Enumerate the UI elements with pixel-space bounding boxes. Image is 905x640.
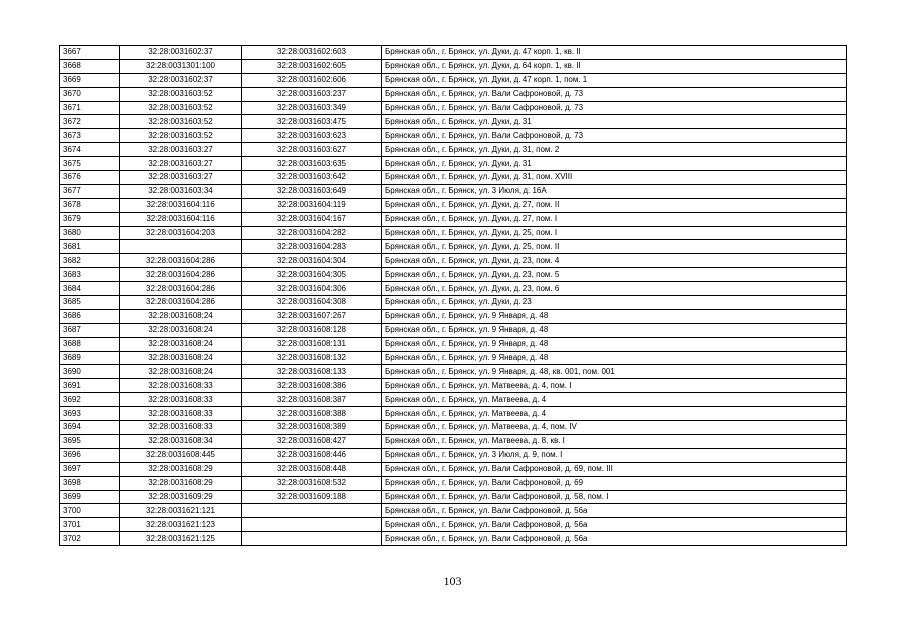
row-number-cell: 3701 xyxy=(60,518,120,532)
address-cell: Брянская обл., г. Брянск, ул. Дуки, д. 25, пом. II xyxy=(382,240,847,254)
land-cadastral-number-cell: 32:28:0031608:24 xyxy=(120,337,242,351)
address-cell: Брянская обл., г. Брянск, ул. Дуки, д. 25, пом. I xyxy=(382,226,847,240)
page-number: 103 xyxy=(443,574,462,588)
row-number-cell: 3696 xyxy=(60,448,120,462)
object-cadastral-number-cell: 32:28:0031608:387 xyxy=(242,393,382,407)
table-row xyxy=(60,393,847,407)
land-cadastral-number-cell: 32:28:0031608:24 xyxy=(120,309,242,323)
address-cell: Брянская обл., г. Брянск, ул. Матвеева, д. 8, кв. I xyxy=(382,434,847,448)
address-cell: Брянская обл., г. Брянск, ул. 3 Июля, д. 9, пом. I xyxy=(382,448,847,462)
table-row xyxy=(60,282,847,296)
table-row xyxy=(60,157,847,171)
address-cell: Брянская обл., г. Брянск, ул. 9 Января, д. 48 xyxy=(382,323,847,337)
land-cadastral-number-cell: 32:28:0031604:116 xyxy=(120,198,242,212)
row-number-cell: 3669 xyxy=(60,73,120,87)
address-cell: Брянская обл., г. Брянск, ул. Дуки, д. 23, пом. 6 xyxy=(382,282,847,296)
address-cell: Брянская обл., г. Брянск, ул. Вали Сафроновой, д. 73 xyxy=(382,129,847,143)
address-cell: Брянская обл., г. Брянск, ул. 9 Января, д. 48 xyxy=(382,337,847,351)
object-cadastral-number-cell: 32:28:0031603:623 xyxy=(242,129,382,143)
land-cadastral-number-cell: 32:28:0031603:52 xyxy=(120,87,242,101)
property-registry-table xyxy=(59,45,847,546)
land-cadastral-number-cell: 32:28:0031602:37 xyxy=(120,46,242,60)
row-number-cell: 3678 xyxy=(60,198,120,212)
table-row xyxy=(60,309,847,323)
object-cadastral-number-cell: 32:28:0031608:133 xyxy=(242,365,382,379)
land-cadastral-number-cell: 32:28:0031602:37 xyxy=(120,73,242,87)
row-number-cell: 3677 xyxy=(60,184,120,198)
row-number-cell: 3689 xyxy=(60,351,120,365)
address-cell: Брянская обл., г. Брянск, ул. Вали Сафроновой, д. 73 xyxy=(382,87,847,101)
address-cell: Брянская обл., г. Брянск, ул. Вали Сафроновой, д. 73 xyxy=(382,101,847,115)
land-cadastral-number-cell: 32:28:0031603:52 xyxy=(120,115,242,129)
table-row xyxy=(60,46,847,60)
table-row xyxy=(60,434,847,448)
row-number-cell: 3680 xyxy=(60,226,120,240)
object-cadastral-number-cell xyxy=(242,532,382,546)
land-cadastral-number-cell: 32:28:0031603:27 xyxy=(120,171,242,185)
object-cadastral-number-cell: 32:28:0031607:267 xyxy=(242,309,382,323)
object-cadastral-number-cell: 32:28:0031604:304 xyxy=(242,254,382,268)
address-cell: Брянская обл., г. Брянск, ул. Вали Сафроновой, д. 69, пом. III xyxy=(382,462,847,476)
land-cadastral-number-cell: 32:28:0031608:445 xyxy=(120,448,242,462)
row-number-cell: 3686 xyxy=(60,309,120,323)
address-cell: Брянская обл., г. Брянск, ул. Матвеева, д. 4 xyxy=(382,393,847,407)
address-cell: Брянская обл., г. Брянск, ул. 9 Января, д. 48 xyxy=(382,351,847,365)
table-row xyxy=(60,240,847,254)
object-cadastral-number-cell: 32:28:0031603:649 xyxy=(242,184,382,198)
address-cell: Брянская обл., г. Брянск, ул. 9 Января, д. 48 xyxy=(382,309,847,323)
row-number-cell: 3679 xyxy=(60,212,120,226)
table-row xyxy=(60,490,847,504)
object-cadastral-number-cell: 32:28:0031603:627 xyxy=(242,143,382,157)
table-row xyxy=(60,87,847,101)
land-cadastral-number-cell: 32:28:0031604:286 xyxy=(120,296,242,310)
land-cadastral-number-cell: 32:28:0031608:24 xyxy=(120,365,242,379)
object-cadastral-number-cell: 32:28:0031608:132 xyxy=(242,351,382,365)
row-number-cell: 3694 xyxy=(60,421,120,435)
object-cadastral-number-cell: 32:28:0031603:237 xyxy=(242,87,382,101)
land-cadastral-number-cell: 32:28:0031608:33 xyxy=(120,379,242,393)
land-cadastral-number-cell: 32:28:0031621:125 xyxy=(120,532,242,546)
land-cadastral-number-cell: 32:28:0031604:286 xyxy=(120,254,242,268)
row-number-cell: 3687 xyxy=(60,323,120,337)
row-number-cell: 3695 xyxy=(60,434,120,448)
land-cadastral-number-cell: 32:28:0031608:33 xyxy=(120,407,242,421)
land-cadastral-number-cell: 32:28:0031608:29 xyxy=(120,462,242,476)
object-cadastral-number-cell: 32:28:0031608:532 xyxy=(242,476,382,490)
object-cadastral-number-cell: 32:28:0031608:131 xyxy=(242,337,382,351)
row-number-cell: 3698 xyxy=(60,476,120,490)
table-row xyxy=(60,365,847,379)
address-cell: Брянская обл., г. Брянск, ул. Дуки, д. 31, пом. XVIII xyxy=(382,171,847,185)
table-row xyxy=(60,337,847,351)
land-cadastral-number-cell: 32:28:0031608:34 xyxy=(120,434,242,448)
address-cell: Брянская обл., г. Брянск, ул. Дуки, д. 31 xyxy=(382,157,847,171)
row-number-cell: 3688 xyxy=(60,337,120,351)
object-cadastral-number-cell: 32:28:0031604:167 xyxy=(242,212,382,226)
table-row xyxy=(60,212,847,226)
row-number-cell: 3699 xyxy=(60,490,120,504)
address-cell: Брянская обл., г. Брянск, ул. Дуки, д. 47 корп. 1, кв. II xyxy=(382,46,847,60)
land-cadastral-number-cell: 32:28:0031608:33 xyxy=(120,393,242,407)
row-number-cell: 3691 xyxy=(60,379,120,393)
land-cadastral-number-cell xyxy=(120,240,242,254)
table-row xyxy=(60,296,847,310)
object-cadastral-number-cell: 32:28:0031608:446 xyxy=(242,448,382,462)
object-cadastral-number-cell: 32:28:0031609:188 xyxy=(242,490,382,504)
table-row xyxy=(60,351,847,365)
address-cell: Брянская обл., г. Брянск, ул. Матвеева, д. 4, пом. I xyxy=(382,379,847,393)
row-number-cell: 3702 xyxy=(60,532,120,546)
row-number-cell: 3676 xyxy=(60,171,120,185)
address-cell: Брянская обл., г. Брянск, ул. Дуки, д. 23 xyxy=(382,296,847,310)
table-row xyxy=(60,504,847,518)
land-cadastral-number-cell: 32:28:0031621:121 xyxy=(120,504,242,518)
object-cadastral-number-cell: 32:28:0031602:605 xyxy=(242,59,382,73)
land-cadastral-number-cell: 32:28:0031604:286 xyxy=(120,282,242,296)
table-row xyxy=(60,59,847,73)
land-cadastral-number-cell: 32:28:0031603:52 xyxy=(120,129,242,143)
table-row xyxy=(60,448,847,462)
row-number-cell: 3682 xyxy=(60,254,120,268)
address-cell: Брянская обл., г. Брянск, ул. Матвеева, д. 4, пом. IV xyxy=(382,421,847,435)
land-cadastral-number-cell: 32:28:0031604:116 xyxy=(120,212,242,226)
address-cell: Брянская обл., г. Брянск, ул. Дуки, д. 27, пом. I xyxy=(382,212,847,226)
object-cadastral-number-cell: 32:28:0031604:283 xyxy=(242,240,382,254)
object-cadastral-number-cell: 32:28:0031604:305 xyxy=(242,268,382,282)
object-cadastral-number-cell xyxy=(242,518,382,532)
land-cadastral-number-cell: 32:28:0031603:27 xyxy=(120,143,242,157)
table-row xyxy=(60,129,847,143)
table-row xyxy=(60,143,847,157)
address-cell: Брянская обл., г. Брянск, ул. Дуки, д. 31 xyxy=(382,115,847,129)
row-number-cell: 3700 xyxy=(60,504,120,518)
address-cell: Брянская обл., г. Брянск, ул. 9 Января, д. 48, кв. 001, пом. 001 xyxy=(382,365,847,379)
object-cadastral-number-cell: 32:28:0031608:388 xyxy=(242,407,382,421)
object-cadastral-number-cell: 32:28:0031608:128 xyxy=(242,323,382,337)
table-row xyxy=(60,268,847,282)
table-row xyxy=(60,184,847,198)
address-cell: Брянская обл., г. Брянск, ул. Вали Сафроновой, д. 58, пом. I xyxy=(382,490,847,504)
object-cadastral-number-cell: 32:28:0031604:119 xyxy=(242,198,382,212)
object-cadastral-number-cell: 32:28:0031602:606 xyxy=(242,73,382,87)
land-cadastral-number-cell: 32:28:0031603:52 xyxy=(120,101,242,115)
object-cadastral-number-cell: 32:28:0031602:603 xyxy=(242,46,382,60)
object-cadastral-number-cell: 32:28:0031603:642 xyxy=(242,171,382,185)
object-cadastral-number-cell xyxy=(242,504,382,518)
object-cadastral-number-cell: 32:28:0031604:308 xyxy=(242,296,382,310)
table-row xyxy=(60,532,847,546)
table-row xyxy=(60,115,847,129)
land-cadastral-number-cell: 32:28:0031603:27 xyxy=(120,157,242,171)
land-cadastral-number-cell: 32:28:0031604:203 xyxy=(120,226,242,240)
table-row xyxy=(60,421,847,435)
address-cell: Брянская обл., г. Брянск, ул. Дуки, д. 64 корп. 1, кв. II xyxy=(382,59,847,73)
address-cell: Брянская обл., г. Брянск, ул. Дуки, д. 47 корп. 1, пом. 1 xyxy=(382,73,847,87)
address-cell: Брянская обл., г. Брянск, ул. Вали Сафроновой, д. 56а xyxy=(382,532,847,546)
table-row xyxy=(60,254,847,268)
address-cell: Брянская обл., г. Брянск, ул. Вали Сафроновой, д. 69 xyxy=(382,476,847,490)
row-number-cell: 3683 xyxy=(60,268,120,282)
table-row xyxy=(60,379,847,393)
table-row xyxy=(60,462,847,476)
land-cadastral-number-cell: 32:28:0031608:33 xyxy=(120,421,242,435)
table-row xyxy=(60,518,847,532)
row-number-cell: 3672 xyxy=(60,115,120,129)
row-number-cell: 3692 xyxy=(60,393,120,407)
row-number-cell: 3697 xyxy=(60,462,120,476)
row-number-cell: 3670 xyxy=(60,87,120,101)
table-row xyxy=(60,101,847,115)
object-cadastral-number-cell: 32:28:0031603:635 xyxy=(242,157,382,171)
address-cell: Брянская обл., г. Брянск, ул. Дуки, д. 27, пом. II xyxy=(382,198,847,212)
land-cadastral-number-cell: 32:28:0031608:24 xyxy=(120,323,242,337)
land-cadastral-number-cell: 32:28:0031621:123 xyxy=(120,518,242,532)
table-row xyxy=(60,198,847,212)
table-row xyxy=(60,476,847,490)
registry-table-body xyxy=(60,46,847,546)
table-row xyxy=(60,73,847,87)
object-cadastral-number-cell: 32:28:0031603:475 xyxy=(242,115,382,129)
address-cell: Брянская обл., г. Брянск, ул. Вали Сафроновой, д. 56а xyxy=(382,518,847,532)
address-cell: Брянская обл., г. Брянск, ул. Вали Сафроновой, д. 56а xyxy=(382,504,847,518)
object-cadastral-number-cell: 32:28:0031608:427 xyxy=(242,434,382,448)
object-cadastral-number-cell: 32:28:0031608:448 xyxy=(242,462,382,476)
row-number-cell: 3673 xyxy=(60,129,120,143)
object-cadastral-number-cell: 32:28:0031604:306 xyxy=(242,282,382,296)
table-row xyxy=(60,171,847,185)
row-number-cell: 3668 xyxy=(60,59,120,73)
address-cell: Брянская обл., г. Брянск, ул. Дуки, д. 31, пом. 2 xyxy=(382,143,847,157)
address-cell: Брянская обл., г. Брянск, ул. Дуки, д. 23, пом. 4 xyxy=(382,254,847,268)
row-number-cell: 3684 xyxy=(60,282,120,296)
row-number-cell: 3681 xyxy=(60,240,120,254)
object-cadastral-number-cell: 32:28:0031608:386 xyxy=(242,379,382,393)
land-cadastral-number-cell: 32:28:0031608:24 xyxy=(120,351,242,365)
object-cadastral-number-cell: 32:28:0031604:282 xyxy=(242,226,382,240)
row-number-cell: 3675 xyxy=(60,157,120,171)
land-cadastral-number-cell: 32:28:0031603:34 xyxy=(120,184,242,198)
row-number-cell: 3693 xyxy=(60,407,120,421)
row-number-cell: 3671 xyxy=(60,101,120,115)
table-row xyxy=(60,226,847,240)
land-cadastral-number-cell: 32:28:0031608:29 xyxy=(120,476,242,490)
address-cell: Брянская обл., г. Брянск, ул. Матвеева, д. 4 xyxy=(382,407,847,421)
address-cell: Брянская обл., г. Брянск, ул. Дуки, д. 23, пом. 5 xyxy=(382,268,847,282)
land-cadastral-number-cell: 32:28:0031301:100 xyxy=(120,59,242,73)
address-cell: Брянская обл., г. Брянск, ул. 3 Июля, д. 16А xyxy=(382,184,847,198)
row-number-cell: 3667 xyxy=(60,46,120,60)
table-row xyxy=(60,323,847,337)
object-cadastral-number-cell: 32:28:0031603:349 xyxy=(242,101,382,115)
land-cadastral-number-cell: 32:28:0031609:29 xyxy=(120,490,242,504)
object-cadastral-number-cell: 32:28:0031608:389 xyxy=(242,421,382,435)
row-number-cell: 3674 xyxy=(60,143,120,157)
row-number-cell: 3690 xyxy=(60,365,120,379)
table-row xyxy=(60,407,847,421)
land-cadastral-number-cell: 32:28:0031604:286 xyxy=(120,268,242,282)
row-number-cell: 3685 xyxy=(60,296,120,310)
